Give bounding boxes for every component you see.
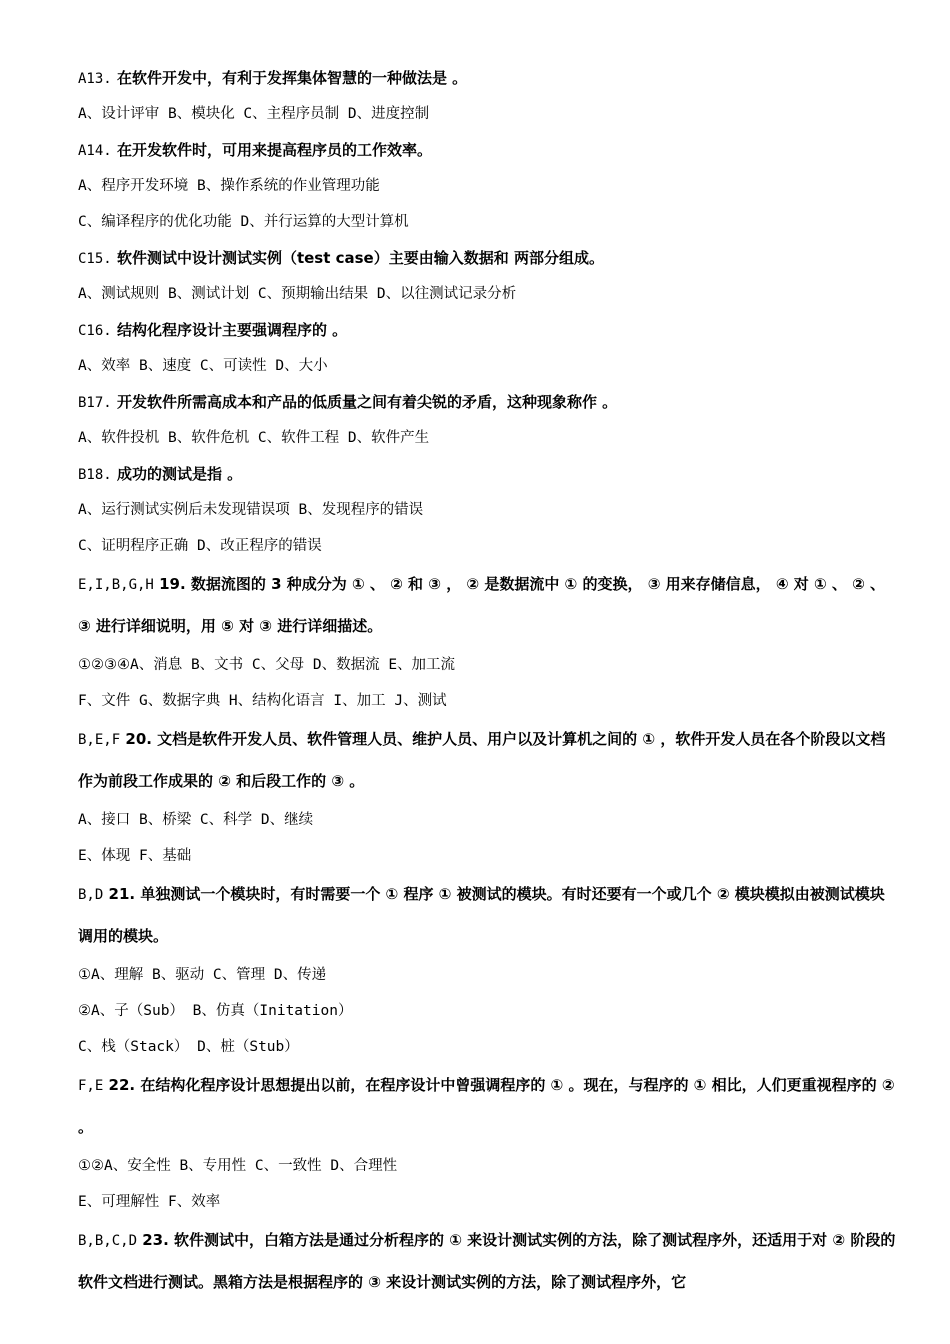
question-stem	[78, 1220, 898, 1303]
answer-key: B,B,C,D	[78, 1233, 138, 1249]
document-page	[78, 60, 898, 1303]
answer-key: B,E,F	[78, 732, 121, 748]
option-line: A、设计评审 B、模块化 C、主程序员制 D、进度控制	[78, 106, 430, 122]
question-text: 23. 软件测试中，白箱方法是通过分析程序的 ① 来设计测试实例的方法，除了测试程序外，还适用于对 ② 阶段的软件文档进行测试。黑箱方法是根据程序的 ③ 来设计测试实例的方法，除了测试程序外，它	[78, 1231, 896, 1291]
question-stem	[78, 564, 898, 647]
question-stem	[78, 874, 898, 957]
question-stem	[78, 132, 898, 168]
option-line: C、栈（Stack） D、桩（Stub）	[78, 1039, 299, 1055]
answer-key: B17.	[78, 395, 112, 411]
option-line: A、程序开发环境 B、操作系统的作业管理功能	[78, 178, 380, 194]
option-line: A、效率 B、速度 C、可读性 D、大小	[78, 358, 328, 374]
option-line: ①②③④A、消息 B、文书 C、父母 D、数据流 E、加工流	[78, 657, 456, 673]
question-stem	[78, 240, 898, 276]
answer-key: B18.	[78, 467, 112, 483]
question-text: 开发软件所需高成本和产品的低质量之间有着尖锐的矛盾，这种现象称作 。	[111, 393, 618, 411]
option-line: C、证明程序正确 D、改正程序的错误	[78, 538, 322, 554]
question-text: 成功的测试是指 。	[111, 465, 243, 483]
question-text: 19. 数据流图的 3 种成分为 ① 、 ② 和 ③ ， ② 是数据流中 ① 的变换， ③ 用来存储信息， ④ 对 ① 、 ② 、 ③ 进行详细说明，用 ⑤ 对 ③ 进行详细描述。	[78, 575, 886, 635]
question-text: 21. 单独测试一个模块时，有时需要一个 ① 程序 ① 被测试的模块。有时还要有一个或几个 ② 模块模拟由被测试模块调用的模块。	[78, 885, 885, 945]
option-line: A、运行测试实例后未发现错误项 B、发现程序的错误	[78, 502, 424, 518]
option-line: A、测试规则 B、测试计划 C、预期输出结果 D、以往测试记录分析	[78, 286, 517, 302]
question-stem	[78, 312, 898, 348]
question-text: 在软件开发中，有利于发挥集体智慧的一种做法是 。	[111, 69, 468, 87]
option-line: F、文件 G、数据字典 H、结构化语言 I、加工 J、测试	[78, 693, 447, 709]
question-text: 在开发软件时，可用来提高程序员的工作效率。	[111, 141, 432, 159]
question-text: 结构化程序设计主要强调程序的 。	[111, 321, 348, 339]
answer-key: C15.	[78, 251, 112, 267]
answer-key: E,I,B,G,H	[78, 577, 154, 593]
option-line: ①②A、安全性 B、专用性 C、一致性 D、合理性	[78, 1158, 398, 1174]
option-line: E、体现 F、基础	[78, 848, 192, 864]
question-stem	[78, 384, 898, 420]
option-line: ①A、理解 B、驱动 C、管理 D、传递	[78, 967, 327, 983]
question-text: 20. 文档是软件开发人员、软件管理人员、维护人员、用户以及计算机之间的 ① ，软件开发人员在各个阶段以文档作为前段工作成果的 ② 和后段工作的 ③ 。	[78, 730, 886, 790]
option-line: A、软件投机 B、软件危机 C、软件工程 D、软件产生	[78, 430, 430, 446]
option-line: C、编译程序的优化功能 D、并行运算的大型计算机	[78, 214, 409, 230]
option-line: ②A、子（Sub） B、仿真（Initation）	[78, 1003, 353, 1019]
question-stem	[78, 719, 898, 802]
question-stem	[78, 60, 898, 96]
answer-key: B,D	[78, 887, 104, 903]
answer-key: A13.	[78, 71, 112, 87]
option-line: E、可理解性 F、效率	[78, 1194, 221, 1210]
option-line: A、接口 B、桥梁 C、科学 D、继续	[78, 812, 314, 828]
answer-key: A14.	[78, 143, 112, 159]
answer-key: C16.	[78, 323, 112, 339]
question-stem	[78, 1065, 898, 1148]
question-stem	[78, 456, 898, 492]
answer-key: F,E	[78, 1078, 104, 1094]
question-text: 22. 在结构化程序设计思想提出以前，在程序设计中曾强调程序的 ① 。现在，与程序的 ① 相比，人们更重视程序的 ② 。	[78, 1076, 895, 1136]
question-text: 软件测试中设计测试实例（test case）主要由输入数据和 两部分组成。	[111, 249, 604, 267]
